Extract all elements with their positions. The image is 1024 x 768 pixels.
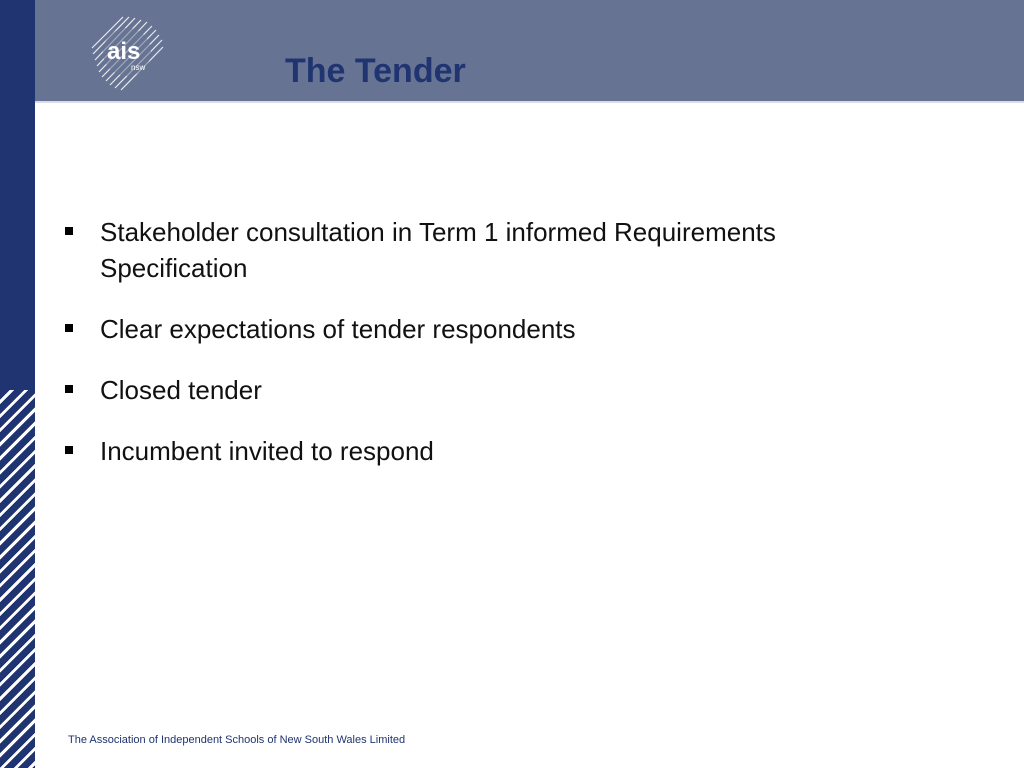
square-bullet-icon (65, 446, 73, 454)
square-bullet-icon (65, 227, 73, 235)
slide-title: The Tender (285, 52, 466, 90)
diagonal-stripes-decoration (0, 390, 35, 768)
ais-logo-icon (85, 10, 167, 92)
bullet-item (62, 214, 912, 286)
square-bullet-icon (65, 385, 73, 393)
bullet-text: Clear expectations of tender respondents (100, 314, 576, 344)
bullet-text: Closed tender (100, 375, 262, 405)
footer-organization-name: The Association of Independent Schools of New South Wales Limited (68, 734, 406, 746)
bullet-text: Stakeholder consultation in Term 1 informed Requirements Specification (100, 217, 776, 283)
bullet-item (62, 433, 912, 469)
left-side-bar (0, 0, 35, 768)
bullet-item (62, 311, 912, 347)
bullet-text: Incumbent invited to respond (100, 436, 434, 466)
square-bullet-icon (65, 324, 73, 332)
bullet-list (62, 214, 912, 494)
header-band (35, 0, 1024, 103)
svg-text:nsw: nsw (131, 63, 146, 72)
svg-text:ais: ais (107, 38, 141, 65)
bullet-item (62, 372, 912, 408)
